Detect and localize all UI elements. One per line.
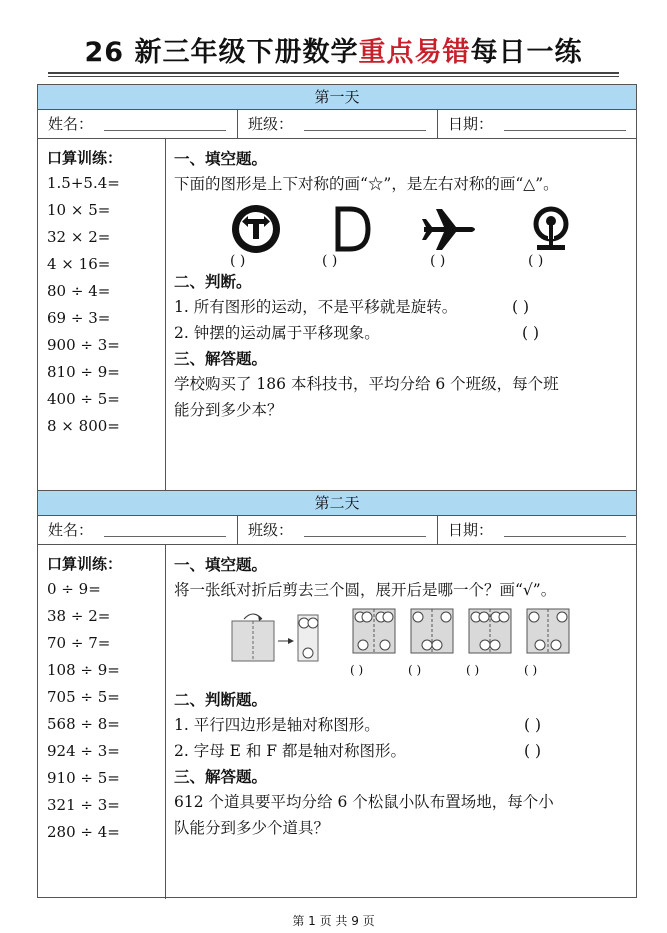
oral-item: 80 ÷ 4=	[47, 282, 111, 300]
judge-text: 1. 平行四边形是轴对称图形。	[174, 716, 380, 734]
title-part-3: 每日一练	[470, 37, 583, 68]
answer-paren[interactable]: ( )	[350, 663, 364, 677]
answer-paren[interactable]: ( )	[322, 253, 338, 269]
unfolded-options-icon	[352, 607, 592, 663]
section-answer-title: 三、解答题。	[174, 767, 268, 786]
date-label: 日期：	[448, 521, 494, 539]
oral-column	[38, 545, 166, 899]
name-label: 姓名：	[48, 115, 94, 133]
oral-item: 38 ÷ 2=	[47, 607, 111, 625]
judge-text: 2. 钟摆的运动属于平移现象。	[174, 324, 380, 342]
oral-item: 108 ÷ 9=	[47, 661, 120, 679]
questions-column	[166, 545, 636, 899]
fill-question: 下面的图形是上下对称的画“☆”，是左右对称的画“△”。	[174, 175, 559, 193]
paper-figures	[174, 603, 636, 687]
page-footer: 第 1 页 共 9 页	[292, 914, 375, 928]
oral-item: 810 ÷ 9=	[47, 363, 120, 381]
date-field[interactable]	[437, 516, 636, 544]
title-underline	[48, 72, 619, 74]
judge-paren[interactable]: ( )	[524, 716, 542, 734]
judge-paren[interactable]: ( )	[522, 324, 540, 342]
name-blank[interactable]	[104, 130, 226, 131]
airplane-icon	[422, 205, 478, 253]
word-problem-line: 能分到多少本？	[174, 401, 283, 419]
oral-item: 280 ÷ 4=	[47, 823, 120, 841]
class-field[interactable]	[237, 516, 437, 544]
answer-paren[interactable]: ( )	[528, 253, 544, 269]
oral-item: 400 ÷ 5=	[47, 390, 120, 408]
questions-column	[166, 139, 636, 492]
oral-item: 8 × 800=	[47, 417, 120, 435]
judge-item	[174, 294, 636, 320]
oral-item: 924 ÷ 3=	[47, 742, 120, 760]
oral-item: 0 ÷ 9=	[47, 580, 101, 598]
date-blank[interactable]	[504, 536, 626, 537]
oral-title: 口算训练：	[47, 555, 123, 573]
page-title	[0, 30, 667, 69]
section-judge-title: 二、判断题。	[174, 690, 268, 709]
section-judge-title: 二、判断。	[174, 272, 252, 291]
answer-paren[interactable]: ( )	[524, 663, 538, 677]
class-field[interactable]	[237, 110, 437, 138]
oral-column	[38, 139, 166, 492]
name-label: 姓名：	[48, 521, 94, 539]
oral-title: 口算训练：	[47, 149, 123, 167]
info-row	[38, 516, 636, 545]
oral-item: 69 ÷ 3=	[47, 309, 111, 327]
class-label: 班级：	[248, 521, 294, 539]
judge-item	[174, 712, 636, 738]
title-part-1: 26 新三年级下册数学	[84, 37, 359, 68]
fill-question: 将一张纸对折后剪去三个圆，展开后是哪一个？画“√”。	[174, 581, 557, 599]
oral-item: 910 ÷ 5=	[47, 769, 120, 787]
judge-text: 1. 所有图形的运动，不是平移就是旋转。	[174, 298, 458, 316]
answer-paren[interactable]: ( )	[408, 663, 422, 677]
oral-item: 32 × 2=	[47, 228, 111, 246]
word-problem-line: 612 个道具要平均分给 6 个松鼠小队布置场地，每个小	[174, 793, 554, 811]
railway-logo-icon	[529, 205, 573, 253]
judge-paren[interactable]: ( )	[512, 298, 530, 316]
date-blank[interactable]	[504, 130, 626, 131]
name-field[interactable]	[38, 516, 237, 544]
title-part-red: 重点易错	[358, 37, 471, 68]
judge-item	[174, 320, 636, 346]
word-problem-line: 学校购买了 186 本科技书，平均分给 6 个班级，每个班	[174, 375, 559, 393]
class-blank[interactable]	[304, 536, 426, 537]
oral-item: 4 × 16=	[47, 255, 111, 273]
title-underline-thin	[48, 76, 619, 77]
judge-text: 2. 字母 E 和 F 都是轴对称图形。	[174, 742, 406, 760]
traffic-sign-icon	[230, 203, 282, 255]
letter-d-icon	[332, 205, 372, 253]
date-label: 日期：	[448, 115, 494, 133]
date-field[interactable]	[437, 110, 636, 138]
name-blank[interactable]	[104, 536, 226, 537]
day-header: 第一天	[38, 85, 636, 110]
oral-item: 1.5+5.4=	[47, 174, 120, 192]
word-problem-line: 队能分到多少个道具？	[174, 819, 330, 837]
day-card-1	[37, 84, 637, 491]
folded-paper-illustration	[228, 609, 328, 665]
class-blank[interactable]	[304, 130, 426, 131]
oral-item: 705 ÷ 5=	[47, 688, 120, 706]
judge-paren[interactable]: ( )	[524, 742, 542, 760]
answer-paren[interactable]: ( )	[466, 663, 480, 677]
info-row	[38, 110, 636, 139]
day-card-2	[37, 490, 637, 898]
symbol-figures	[174, 197, 636, 269]
oral-item: 568 ÷ 8=	[47, 715, 120, 733]
answer-paren[interactable]: ( )	[430, 253, 446, 269]
name-field[interactable]	[38, 110, 237, 138]
section-fill-title: 一、填空题。	[174, 149, 268, 168]
oral-item: 321 ÷ 3=	[47, 796, 120, 814]
section-answer-title: 三、解答题。	[174, 349, 268, 368]
judge-item	[174, 738, 636, 764]
class-label: 班级：	[248, 115, 294, 133]
day-header: 第二天	[38, 491, 636, 516]
oral-item: 900 ÷ 3=	[47, 336, 120, 354]
answer-paren[interactable]: ( )	[230, 253, 246, 269]
oral-item: 70 ÷ 7=	[47, 634, 111, 652]
section-fill-title: 一、填空题。	[174, 555, 268, 574]
oral-item: 10 × 5=	[47, 201, 111, 219]
